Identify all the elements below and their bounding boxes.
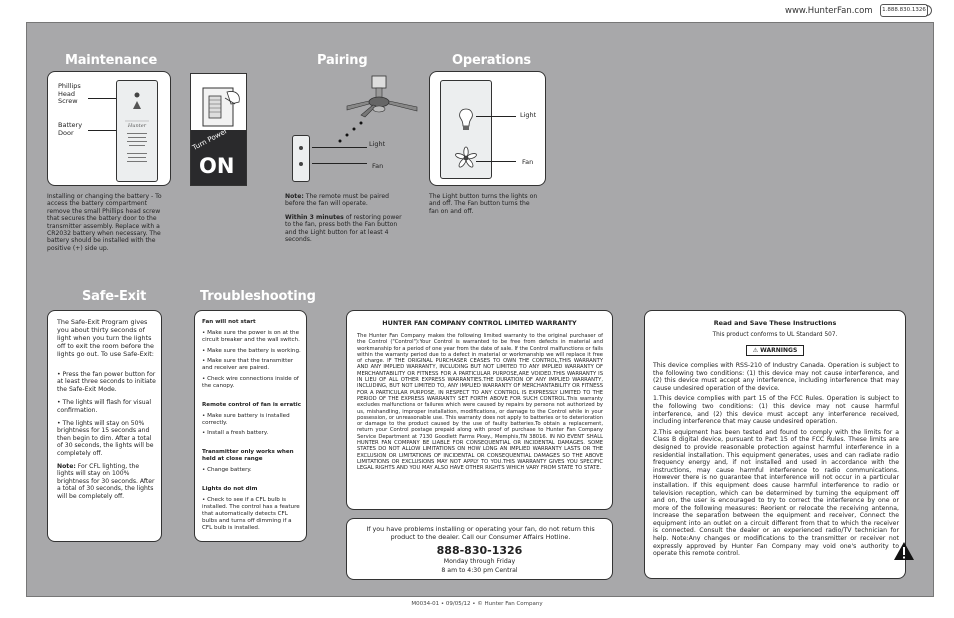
fcc-body: [653, 362, 899, 561]
trouble-heading-3: Transmitter only works when held at close range: [202, 449, 294, 462]
leader-line-fan: [312, 163, 367, 164]
pairing-minutes-label: Within 3 minutes: [285, 213, 344, 221]
hotline-hours: 8 am to 4:30 pm Central: [441, 567, 518, 574]
trouble-item-2: • Make sure the battery is working.: [202, 347, 301, 354]
hotline-phone[interactable]: 888-830-1326: [436, 544, 523, 557]
maintenance-card: [47, 71, 171, 186]
section-title-maintenance: Maintenance: [65, 53, 158, 68]
turn-power-label: Turn Power: [191, 126, 229, 152]
label-battery-door: Battery Door: [58, 121, 83, 137]
turn-power-on-card: [190, 73, 247, 186]
remote-front-small: [292, 135, 310, 182]
website-url[interactable]: www.HunterFan.com: [785, 6, 873, 16]
operations-card: [429, 71, 546, 186]
trouble-heading-4: Lights do not dim: [202, 486, 258, 492]
section-title-operations: Operations: [452, 53, 531, 68]
safe-exit-note-text: For CFL lighting, the lights will stay on 100% brightness for 30 seconds. After a total of 30 seconds, the lights will be completely off.: [57, 463, 155, 500]
ops-leader-light: [476, 116, 516, 117]
safe-exit-bullet-2: • The lights will flash for visual confirmation.: [57, 399, 152, 414]
maintenance-text: Installing or changing the battery - To access the battery compartment remove the small Phillips head screw that secures the battery door to the transmitter assembly. Replace with a CR2032 battery when necessary. The battery should be installed with the positive (+) side up.: [47, 193, 162, 252]
warnings-badge: ⚠ WARNINGS: [746, 345, 804, 356]
fcc-paragraph-2: 1.This device complies with part 15 of the FCC Rules. Operation is subject to the following two conditions: (1) this device may not cause harmful interference, and (2) this device must accept any interference received, including interference that may cause undesired operation.: [653, 395, 899, 426]
hotline-days: Monday through Friday: [443, 558, 516, 565]
remote-face-icon: [441, 81, 491, 178]
instruction-panel: [26, 22, 934, 597]
trouble-item-6: • Install a fresh battery.: [202, 430, 269, 436]
pairing-note-text: The remote must be paired before the fan will operate.: [285, 193, 389, 208]
remote-front-illustration: [440, 80, 492, 179]
light-bulb-icon: [460, 109, 473, 130]
fcc-paragraph-3: 2.This equipment has been tested and found to comply with the limits for a Class B digital device, pursuant to Part 15 of the FCC Rules. These limits are designed to provide reasonable protection against harmful interference in a residential installation. This equipment generates, uses and can radiate radio frequency energy and, if not installed and used in accordance with the instructions, may cause harmful interference to radio communications. However there is no guarantee that interference will not occur in a particular installation. If this equipment does cause harmful interference to radio or television reception, which can be determined by turning the equipment off and on, the user is encouraged to try to correct the interference by one or more of the following measures: Reorient or relocate the receiving antenna, Increase the separation between the equipment and receiver, Connect the equipment into an outlet on a circuit different from that to which the receiver is connected. Consult the dealer or an experienced radio/TV technician for help. Note:Any changes or modifications to the transmitter or receiver not expressly approved by Hunter Fan Company may void one's authority to operate this remote control.: [653, 428, 899, 558]
on-label: ON: [199, 154, 235, 178]
fcc-paragraph-1: This device complies with RSS-210 of Industry Canada. Operation is subject to the following two conditions: (1) this device may not cause interference, and (2) this device must accept any interference, including interference that may cause undesired operation of the device.: [653, 362, 899, 392]
trouble-heading-1: Fan will not start: [202, 319, 256, 325]
troubleshooting-list: [202, 319, 302, 536]
section-title-safe-exit: Safe-Exit: [82, 289, 147, 304]
safe-exit-card: [47, 310, 162, 542]
trouble-item-4: • Check wire connections inside of the canopy.: [202, 375, 299, 389]
remote-back-illustration: [116, 80, 158, 182]
safe-exit-bullet-1: • Press the fan power button for at least three seconds to initiate the Safe-Exit Mode.: [57, 371, 156, 393]
warranty-body: The Hunter Fan Company makes the following limited warranty to the original purchaser of the Control ("Control"):Your Control is warranted to be free from defects in material and workmanship for a period of one year from the date of sale. If the Control malfunctions or fails within the warranty period due to a defect in material or workmanship we will replace it free of charge. IF THE ORIGINAL PURCHASER CEASES TO OWN THE CONTROL,THIS WARRANTY AND ANY IMPLIED WARRANTY, INCLUDING BUT NOT LIMITED TO ANY IMPLIED WARRANTY OF MERCHANTABILITY OR FITNESS FOR A PARTICULAR PURPOSE,ARE VOIDED.THIS WARRANTY IS IN LIEU OF ALL OTHER EXPRESS WARRANTIES.THE DURATION OF ANY IMPLIED WARRANTY, INCLUDING, BUT NOT LIMITED TO, ANY IMPLIED WARRANTY OF MERCHANTABILITY OR FITNESS FOR A PARTICULAR PURPOSE, IN RESPECT TO ANY CONTROL IS EXPRESSLY LIMITED TO THE PERIOD OF THE EXPRESS WARRANTY SET FORTH ABOVE FOR SUCH CONTROL.This warranty excludes malfunctions or failures which were caused by repairs by persons not authorized by us, mishandling, improper installation, modifications, or damage to the Control while in your possession, or unreasonable use. This warranty does not apply to batteries or to deterioration or damage to the product caused by the use of faulty batteries.To obtain a replacement, return your Control postage prepaid along with proof of purchase to Hunter Fan Company Service Department at 7130 Goodlett Farms Pkwy., Memphis,TN 38016. IN NO EVENT SHALL HUNTER FAN COMPANY BE LIABLE FOR CONSEQUENTIAL OR INCIDENTAL DAMAGES. SOME STATES DO NOT ALLOW LIMITATIONS ON HOW LONG AN IMPLIED WARRANTY LASTS OR THE EXCLUSION OR LIMITATIONS OF INCIDENTAL OR CONSEQUENTIAL DAMAGES SO THE ABOVE LIMITATIONS OR EXCLUSIONS MAY NOT APPLY TO YOU.THIS WARRANTY GIVES YOU SPECIFIC LEGAL RIGHTS AND YOU MAY ALSO HAVE OTHER RIGHTS WHICH VARY FROM STATE TO STATE.: [357, 333, 603, 472]
trouble-item-7: • Change battery.: [202, 467, 252, 473]
leader-line-light: [312, 147, 367, 148]
section-title-troubleshooting: Troubleshooting: [200, 289, 316, 304]
top-bar: [0, 0, 954, 22]
fcc-title: Read and Save These Instructions: [713, 319, 837, 327]
phone-badge-tail: [926, 5, 932, 16]
ops-label-fan: Fan: [522, 158, 534, 166]
phone-badge: 1.888.830.1326: [880, 4, 928, 17]
trouble-item-3: • Make sure that the transmitter and receiver are paired.: [202, 358, 294, 371]
troubleshooting-card: [194, 310, 307, 542]
pairing-note-label: Note:: [285, 193, 304, 200]
remote-buttons-icon: [293, 136, 309, 181]
ops-leader-fan: [476, 161, 516, 162]
ops-label-light: Light: [520, 111, 537, 119]
trouble-heading-2: Remote control of fan is erratic: [202, 401, 302, 408]
pairing-minutes-text: of restoring power to the fan, press both the Fan button and the Light button for at least 4 seconds.: [285, 213, 402, 244]
pairing-label-fan: Fan: [372, 162, 384, 170]
warranty-card: [346, 310, 613, 510]
warning-triangle-icon: [893, 541, 915, 561]
svg-text:Hunter: Hunter: [127, 123, 147, 129]
safe-exit-bullet-3: • The lights will stay on 50% brightness for 15 seconds and then begin to dim. After a total of 30 seconds, the lights will be completely off.: [57, 420, 154, 457]
safe-exit-bullets: [57, 371, 157, 506]
safe-exit-intro: The Safe-Exit Program gives you about thirty seconds of light when you turn the lights off to exit the room before the lights go out. To use Safe-Exit:: [57, 318, 154, 358]
trouble-item-1: • Make sure the power is on at the circuit breaker and the wall switch.: [202, 330, 300, 343]
trouble-item-8: • Check to see if a CFL bulb is installed. The control has a feature that automatically detects CFL bulbs and turns off dimming if a CFL bulb is installed.: [202, 497, 300, 531]
hotline-text: If you have problems installing or operating your fan, do not return this product to the dealer. Call our Consumer Affairs Hotline.: [366, 525, 595, 542]
operations-text: The Light button turns the lights on and off. The Fan button turns the fan on and off.: [429, 193, 538, 215]
pairing-label-light: Light: [369, 140, 386, 148]
safe-exit-note-label: Note:: [57, 463, 76, 471]
fan-blades-icon: [455, 147, 477, 168]
wall-switch-icon: [191, 74, 247, 130]
fcc-conform-text: This product conforms to UL Standard 507.: [712, 332, 838, 338]
leader-line-door: [88, 130, 118, 131]
battery-door-icon: [117, 81, 157, 181]
footer-code: M0034-01 • 09/05/12 • © Hunter Fan Company: [411, 601, 543, 607]
pairing-text: [285, 193, 407, 249]
fcc-card: [644, 310, 906, 579]
label-phillips-screw: Phillips Head Screw: [58, 82, 81, 105]
section-title-pairing: Pairing: [317, 53, 368, 68]
hotline-card: [346, 518, 613, 580]
trouble-item-5: • Make sure battery is installed correctly.: [202, 412, 290, 426]
warranty-title: HUNTER FAN COMPANY CONTROL LIMITED WARRANTY: [382, 319, 577, 327]
